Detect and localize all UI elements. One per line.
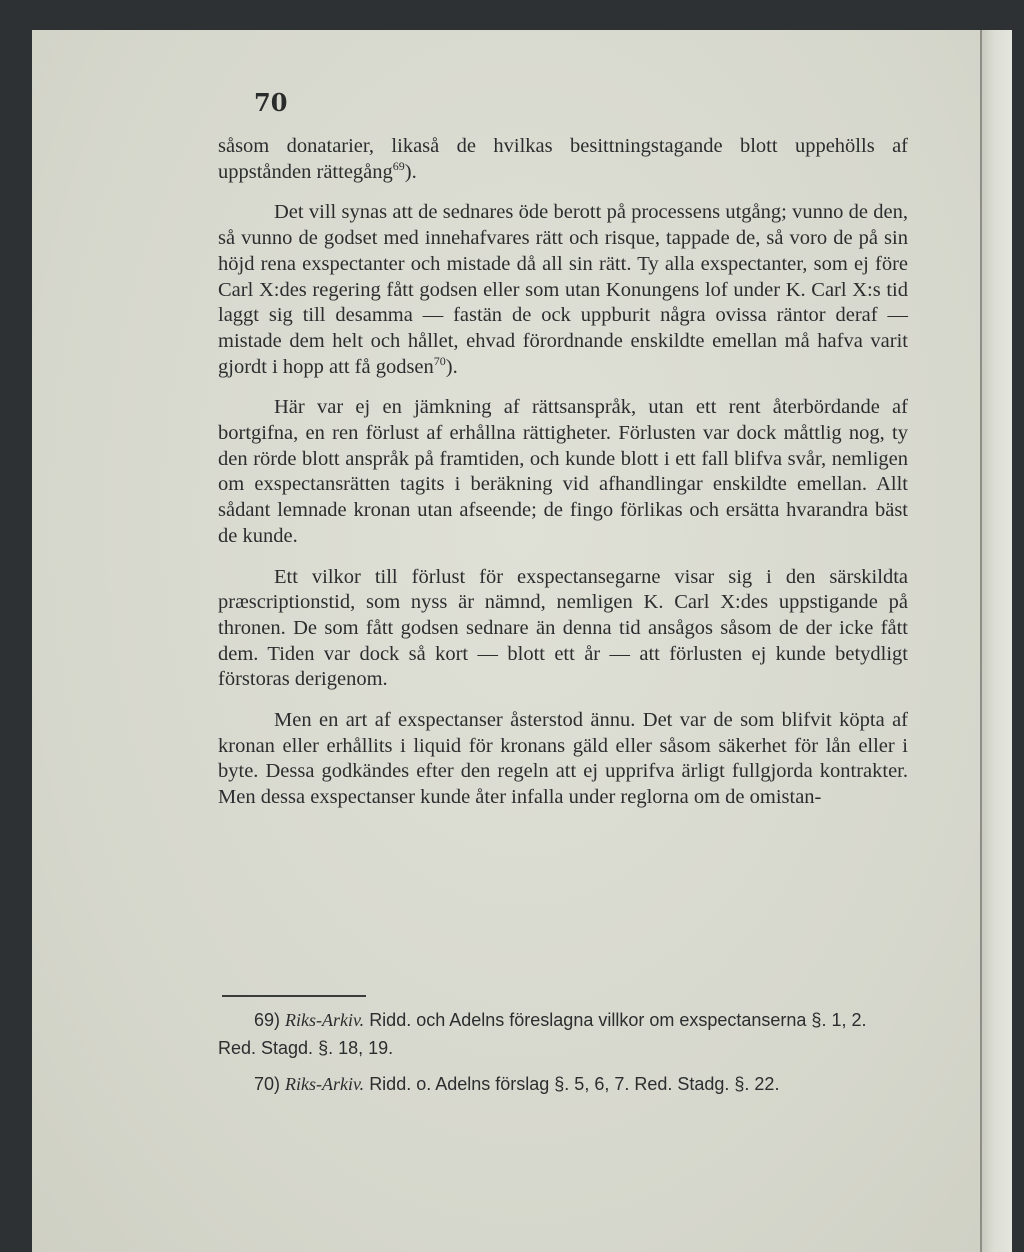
book-page	[32, 30, 1012, 1252]
paragraph-1-text: såsom donatarier, likaså de hvilkas besittningstagande blott uppehölls af uppstånden rättegång	[218, 135, 908, 183]
footnote-divider	[222, 995, 366, 997]
paragraph-2-end: ).	[445, 355, 458, 378]
paragraph-4: Ett vilkor till förlust för exspectansegarne visar sig i den särskildta præscriptionstid, som nyss är nämnd, nemligen K. Carl X:des uppstigande på thronen. De som fått godsen sednare än denna tid ansågos såsom de der icke fått dem. Tiden var dock så kort — blott ett år — att förlusten ej kunde betydligt förstoras derigenom.	[218, 565, 908, 691]
paragraph-2	[218, 200, 908, 380]
footnotes	[218, 1006, 908, 1106]
paragraph-1-end: ).	[404, 160, 417, 183]
footnote-ref-69[interactable]: 69	[392, 158, 405, 173]
main-text	[218, 134, 908, 826]
page-gutter	[980, 30, 1012, 1252]
footnote-70-source: Riks-Arkiv.	[285, 1074, 365, 1094]
page-number: 70	[254, 88, 288, 117]
paragraph-1	[218, 134, 908, 185]
footnote-ref-70[interactable]: 70	[433, 353, 446, 368]
footnote-70	[218, 1070, 908, 1098]
footnote-70-number: 70)	[254, 1074, 281, 1094]
footnote-69-text: Ridd. och Adelns föreslagna villkor om exspectanserna §. 1, 2. Red. Stagd. §. 18, 19.	[218, 1010, 867, 1058]
footnote-70-text: Ridd. o. Adelns förslag §. 5, 6, 7. Red. Stadg. §. 22.	[369, 1074, 780, 1094]
footnote-69-source: Riks-Arkiv.	[285, 1010, 365, 1030]
paragraph-3: Här var ej en jämkning af rättsanspråk, utan ett rent återbördande af bortgifna, en ren förlust af erhållna rättigheter. Förlusten var dock måttlig nog, ty den rörde blott anspråk på framtiden, och kunde blott i ett fall blifva svår, nemligen om exspectansrätten tagits i beräkning vid afhandlingar enskildte emellan. Allt sådant lemnade kronan utan afseende; de fingo förlikas och ersätta hvarandra bäst de kunde.	[218, 396, 908, 547]
footnote-69	[218, 1006, 908, 1062]
paragraph-2-text: Det vill synas att de sednares öde berott på processens utgång; vunno de den, så vunno de godset med innehafvares rätt och risque, tappade de, så voro de på sin höjd rena exspectanter och mistade då all sin rätt. Ty alla exspectanter, som ej före Carl X:des regering fått godsen eller som utan Konungens lof under K. Carl X:s tid laggt sig till desamma — fastän de ock uppburit några ovissa räntor deraf — mistade dem helt och hållet, ehvad förordnande enskildte emellan må hafva varit gjordt i hopp att få godsen	[218, 201, 908, 378]
footnote-69-number: 69)	[254, 1010, 281, 1030]
paragraph-5: Men en art af exspectanser åsterstod ännu. Det var de som blifvit köpta af kronan eller erhållits i liquid för kronans gäld eller såsom säkerhet för lån eller i byte. Dessa godkändes efter den regeln att ej upprifva ärligt fullgjorda kontrakter. Men dessa exspectanser kunde åter infalla under reglorna om de omistan-	[218, 709, 908, 809]
